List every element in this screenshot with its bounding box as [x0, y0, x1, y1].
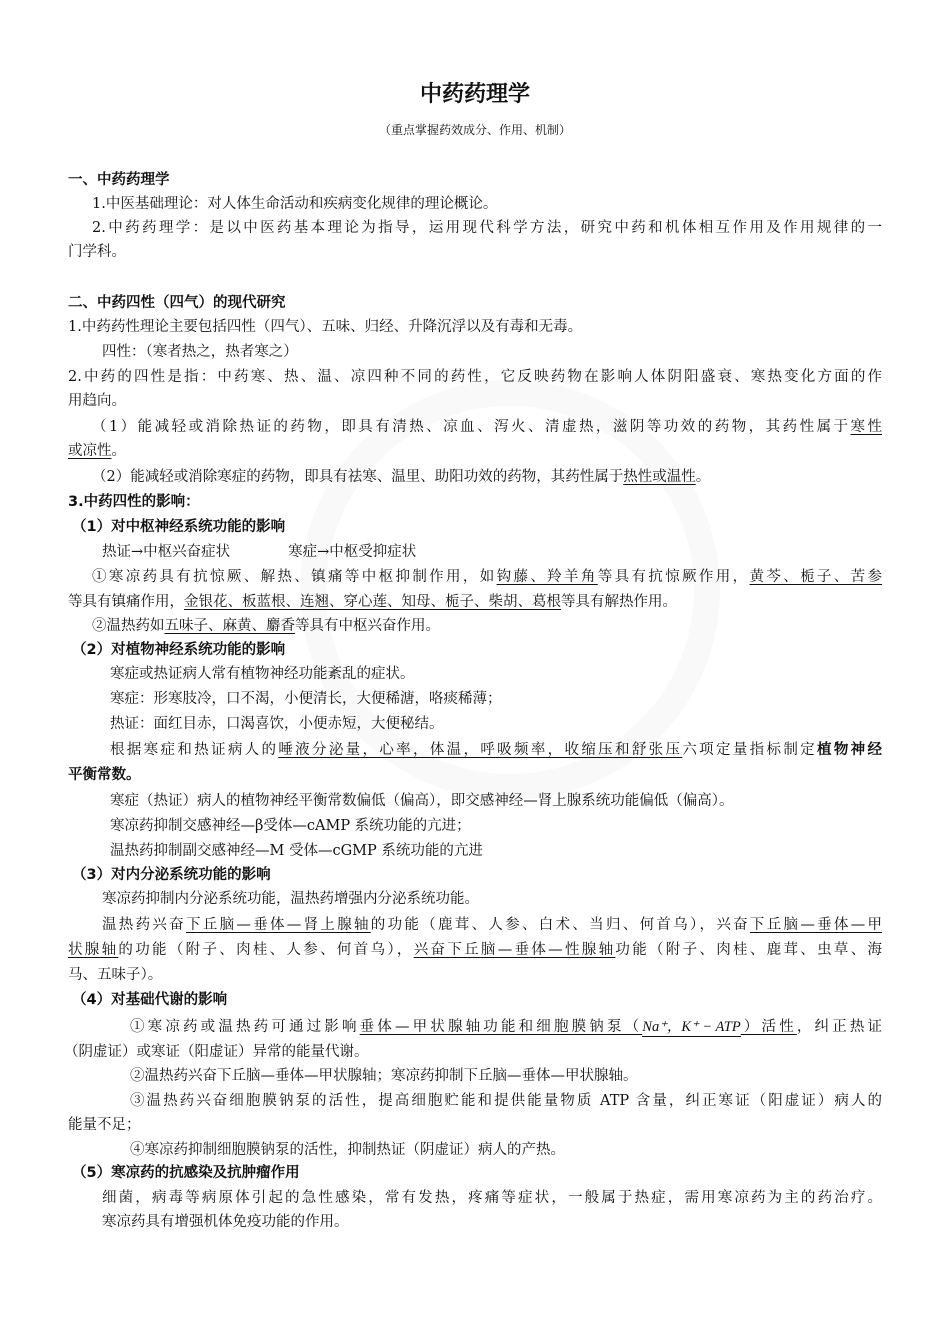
- paragraph: 寒凉药具有增强机体免疫功能的作用。: [102, 1214, 349, 1230]
- underlined-term: 垂体—甲状腺轴功能和细胞膜钠泵（: [359, 1019, 643, 1035]
- paragraph: 四性：（寒者热之，热者寒之）: [102, 344, 298, 360]
- paragraph: 1.中医基础理论：对人体生命活动和疾病变化规律的理论概论。: [92, 196, 498, 212]
- section-2-heading: 二、中药四性（四气）的现代研究: [68, 295, 286, 311]
- paragraph: 平衡常数。: [68, 767, 141, 783]
- underlined-term: 唾液分泌量，心率，体温，呼吸频率，收缩压和舒张压: [278, 742, 683, 758]
- underlined-term: 五味子、麻黄、麝香: [164, 618, 295, 634]
- paragraph: 温热药抑制副交感神经—M 受体—cGMP 系统功能的亢进: [110, 843, 483, 859]
- paragraph: 门学科。: [68, 244, 126, 260]
- page-subtitle: （重点掌握药效成分、作用、机制）: [378, 123, 571, 137]
- underlined-term: 下丘脑—垂体—肾上腺轴: [186, 917, 371, 933]
- paragraph: 热证：面红目赤，口渴喜饮，小便赤短，大便秘结。: [110, 716, 444, 732]
- paragraph: 2.中药的四性是指：中药寒、热、温、凉四种不同的药性，它反映药物在影响人体阴阳盛衰、寒热变化方面的作: [68, 369, 882, 385]
- paragraph: ①寒凉药具有抗惊厥、解热、镇痛等中枢抑制作用，如钩藤、羚羊角等具有抗惊厥作用，黄芩、栀子、苦参: [92, 569, 883, 585]
- underlined-term: ）活性: [740, 1019, 797, 1035]
- paragraph: 2.中药药理学：是以中医药基本理论为指导，运用现代科学方法，研究中药和机体相互作用及作用规律的一: [92, 220, 882, 236]
- paragraph: 1.中药药性理论主要包括四性（四气）、五味、归经、升降沉浮以及有毒和无毒。: [68, 319, 583, 335]
- paragraph: 用趋向。: [68, 393, 126, 409]
- paragraph: 寒凉药抑制交感神经—β受体—cAMP 系统功能的亢进；: [110, 818, 471, 834]
- subsection-heading: 3.中药四性的影响：: [68, 494, 200, 510]
- paragraph: 能量不足；: [68, 1117, 141, 1133]
- paragraph: 寒症：形寒肢冷，口不渴，小便清长，大便稀溏，咯痰稀薄；: [110, 691, 502, 707]
- underlined-term: 下丘脑—垂体—甲: [749, 917, 883, 933]
- paragraph: 温热药兴奋下丘脑—垂体—肾上腺轴的功能（鹿茸、人参、白术、当归、何首乌），兴奋下丘脑—垂体—甲: [102, 917, 883, 933]
- paragraph: ②温热药如五味子、麻黄、麝香等具有中枢兴奋作用。: [92, 618, 440, 634]
- underlined-term: 或凉性: [68, 443, 112, 459]
- subsection-heading: （1）对中枢神经系统功能的影响: [72, 519, 286, 535]
- subsection-heading: （5）寒凉药的抗感染及抗肿瘤作用: [72, 1165, 300, 1181]
- underlined-term: 钩藤、羚羊角: [496, 569, 598, 585]
- paragraph: （2）能减轻或消除寒症的药物，即具有祛寒、温里、助阳功效的药物，其药性属于热性或温性。: [92, 469, 711, 485]
- paragraph: （阴虚证）或寒证（阳虚证）异常的能量代谢。: [64, 1044, 369, 1060]
- section-1-heading: 一、中药药理学: [68, 172, 170, 188]
- paragraph: （1）能减轻或消除热证的药物，即具有清热、凉血、泻火、清虚热，滋阴等功效的药物，其药性属于寒性: [92, 419, 882, 435]
- subsection-heading: （3）对内分泌系统功能的影响: [72, 867, 271, 883]
- underlined-term: 寒性: [850, 419, 882, 435]
- paragraph: 状腺轴的功能（附子、肉桂、人参、何首乌），兴奋下丘脑—垂体—性腺轴功能（附子、肉桂、鹿茸、虫草、海: [68, 942, 882, 958]
- subsection-heading: （4）对基础代谢的影响: [72, 992, 228, 1008]
- paragraph: ②温热药兴奋下丘脑—垂体—甲状腺轴；寒凉药抑制下丘脑—垂体—甲状腺轴。: [130, 1068, 638, 1084]
- paragraph: 寒症或热证病人常有植物神经功能紊乱的症状。: [110, 666, 415, 682]
- paragraph: 等具有镇痛作用，金银花、板蓝根、连翘、穿心莲、知母、栀子、柴胡、葛根等具有解热作用。: [68, 594, 677, 610]
- underlined-term: 金银花、板蓝根、连翘、穿心莲、知母、栀子、柴胡、葛根: [184, 594, 561, 610]
- paragraph: ④寒凉药抑制细胞膜钠泵的活性，抑制热证（阴虚证）病人的产热。: [130, 1142, 565, 1158]
- formula-na: Na⁺，: [642, 1019, 682, 1035]
- paragraph: ③温热药兴奋细胞膜钠泵的活性，提高细胞贮能和提供能量物质 ATP 含量，纠正寒证（阳虚证）病人的: [130, 1093, 882, 1109]
- paragraph: 或凉性。: [68, 443, 126, 459]
- paragraph: 马、五味子）。: [68, 967, 163, 983]
- paragraph: 细菌，病毒等病原体引起的急性感染，常有发热，疼痛等症状，一般属于热症，需用寒凉药为主的药治疗。: [102, 1190, 882, 1206]
- paragraph: 根据寒症和热证病人的唾液分泌量，心率，体温，呼吸频率，收缩压和舒张压六项定量指标制定植物神经: [110, 742, 883, 758]
- paragraph: 寒凉药抑制内分泌系统功能，温热药增强内分泌系统功能。: [102, 891, 479, 907]
- paragraph: 热证→中枢兴奋症状 寒症→中枢受抑症状: [102, 544, 417, 560]
- underlined-term: 兴奋下丘脑—垂体—性腺轴: [413, 942, 616, 958]
- formula-k-atp: K⁺ − ATP: [681, 1019, 741, 1035]
- underlined-term: 状腺轴: [68, 942, 119, 958]
- subsection-heading: （2）对植物神经系统功能的影响: [72, 642, 286, 658]
- paragraph: ①寒凉药或温热药可通过影响垂体—甲状腺轴功能和细胞膜钠泵（Na⁺，K⁺ − ATP）活性，纠正热证: [130, 1019, 883, 1035]
- page-title: 中药药理学: [419, 82, 530, 107]
- underlined-term: 热性或温性: [623, 469, 696, 485]
- paragraph: 寒症（热证）病人的植物神经平衡常数偏低（偏高），即交感神经—肾上腺系统功能偏低（偏高）。: [110, 793, 734, 809]
- underlined-term: 黄芩、栀子、苦参: [749, 569, 883, 585]
